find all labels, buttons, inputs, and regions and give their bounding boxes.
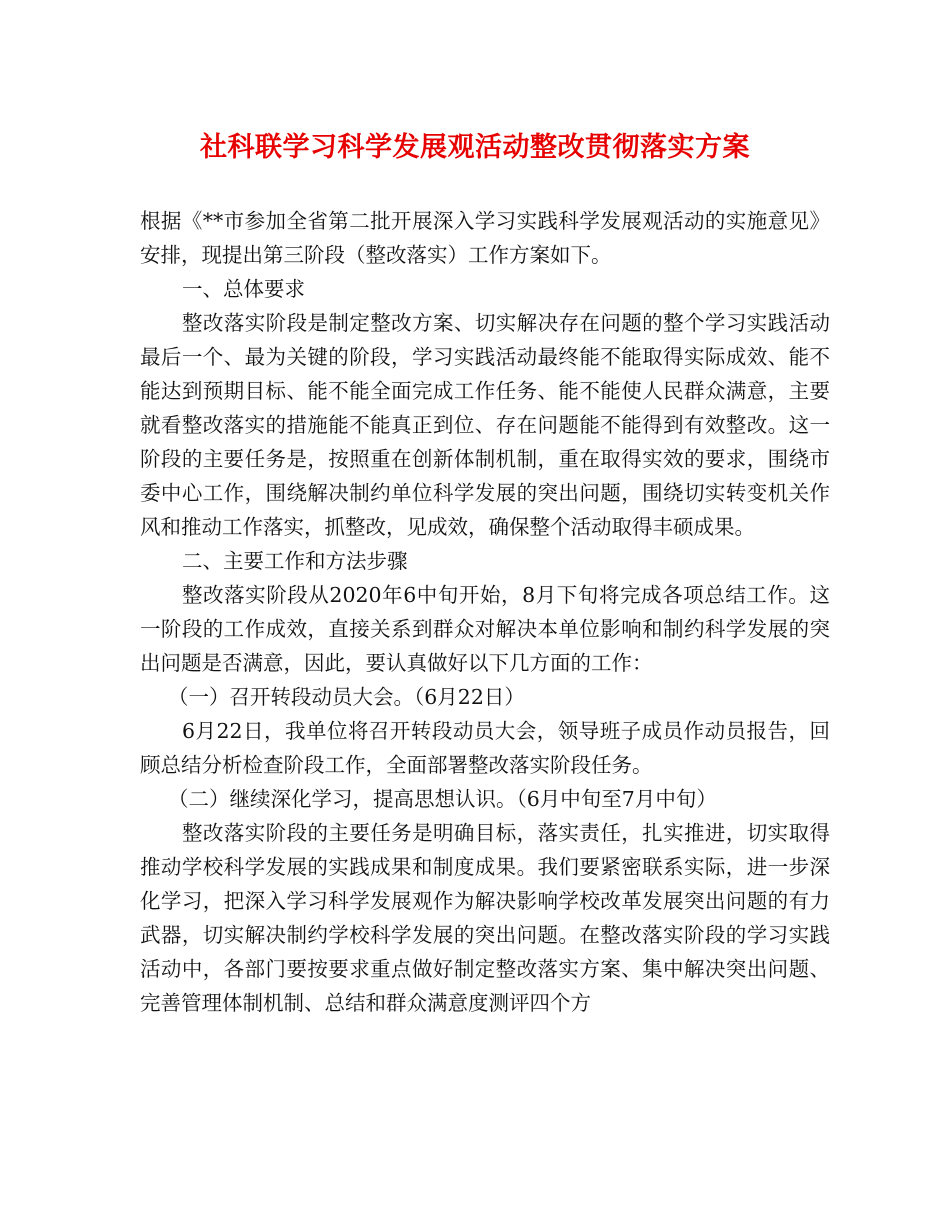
document-body xyxy=(140,204,830,1020)
body-paragraph: 整改落实阶段从2020年6中旬开始，8月下旬将完成各项总结工作。这一阶段的工作成效，直接关系到群众对解决本单位影响和制约科学发展的突出问题是否满意，因此，要认真做好以下几方面的工作： xyxy=(140,583,830,675)
body-paragraph: 整改落实阶段是制定整改方案、切实解决存在问题的整个学习实践活动最后一个、最为关键的阶段，学习实践活动最终能不能取得实际成效、能不能达到预期目标、能不能全面完成工作任务、能不能使人民群众满意，主要就看整改落实的措施能不能真正到位、存在问题能不能得到有效整改。这一阶段的主要任务是，按照重在创新体制机制，重在取得实效的要求，围绕市委中心工作，围绕解决制约单位科学发展的突出问题，围绕切实转变机关作风和推动工作落实，抓整改，见成效，确保整个活动取得丰硕成果。 xyxy=(140,311,830,539)
body-paragraph: 整改落实阶段的主要任务是明确目标，落实责任，扎实推进，切实取得推动学校科学发展的实践成果和制度成果。我们要紧密联系实际，进一步深化学习，把深入学习科学发展观作为解决影响学校改革发展突出问题的有力武器，切实解决制约学校科学发展的突出问题。在整改落实阶段的学习实践活动中，各部门要按要求重点做好制定整改落实方案、集中解决突出问题、完善管理体制机制、总结和群众满意度测评四个方 xyxy=(140,821,830,1015)
subsection-heading-mobilization: （一）召开转段动员大会。（6月22日） xyxy=(168,685,525,709)
section-heading-general-requirements: 一、总体要求 xyxy=(182,277,305,301)
intro-paragraph: 根据《**市参加全省第二批开展深入学习实践科学发展观活动的实施意见》安排，现提出第三阶段（整改落实）工作方案如下。 xyxy=(140,209,830,267)
subsection-heading-deepen-study: （二）继续深化学习，提高思想认识。（6月中旬至7月中旬） xyxy=(168,787,717,811)
body-paragraph: 6月22日，我单位将召开转段动员大会，领导班子成员作动员报告，回顾总结分析检查阶段工作，全面部署整改落实阶段任务。 xyxy=(140,719,830,777)
document-title: 社科联学习科学发展观活动整改贯彻落实方案 xyxy=(200,132,750,163)
section-heading-main-work: 二、主要工作和方法步骤 xyxy=(182,549,408,573)
